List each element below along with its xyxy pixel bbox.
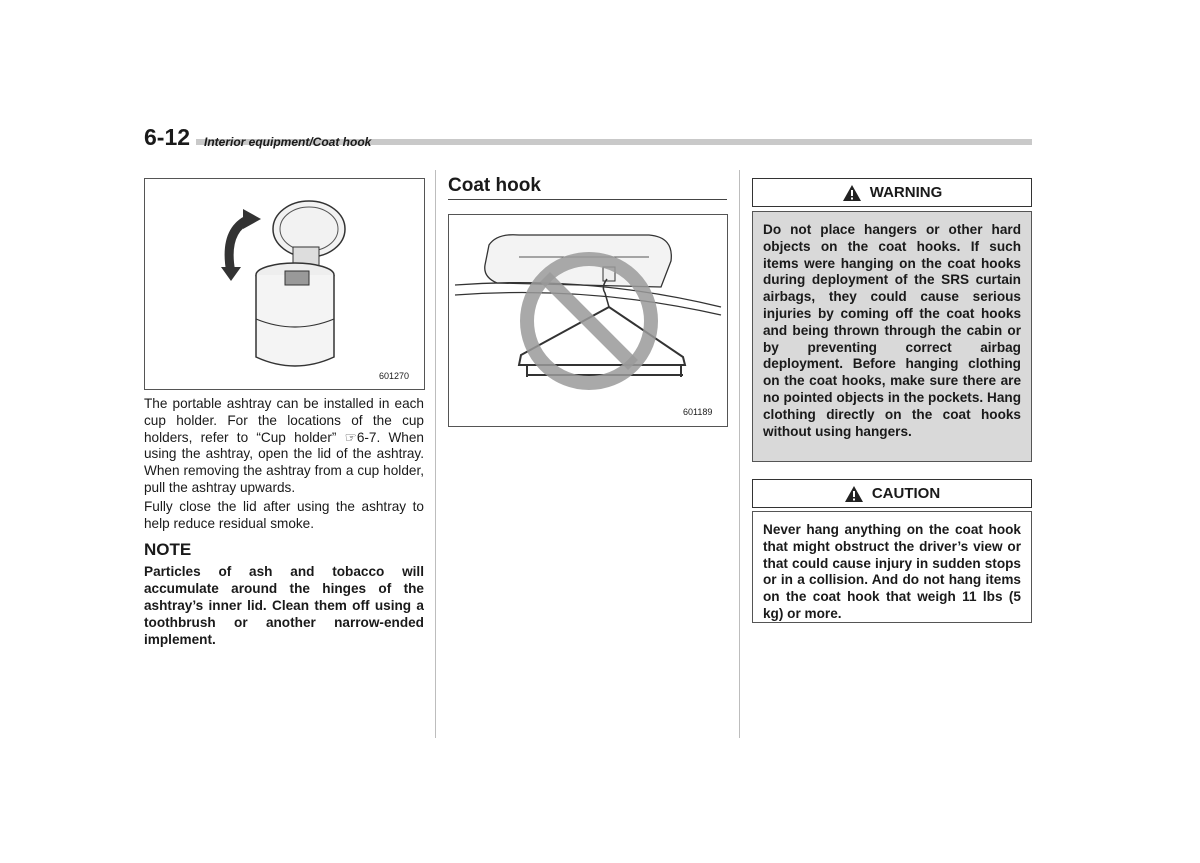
- coat-hook-figure: [448, 214, 728, 427]
- caution-triangle-icon: [844, 485, 864, 503]
- coat-hook-illustration: [449, 215, 727, 426]
- caution-label: CAUTION: [871, 485, 941, 502]
- warning-body: Do not place hangers or other hard objects on the coat hooks. If such items were hanging on the coat hooks during deployment of the SRS curtain airbags, they could cause serious injuries by coming off the coat hooks and being thrown through the cabin or by preventing correct airbag deployment. Before hanging clothing on the coat hooks, make sure there are no pointed objects in the pockets. Hang clothing directly on the coat hooks without using hangers.: [752, 211, 1032, 462]
- inner-lid: [285, 271, 309, 285]
- running-title: Interior equipment/Coat hook: [204, 135, 372, 149]
- note-heading: NOTE: [144, 540, 192, 559]
- warning-header: [752, 178, 1032, 207]
- cup-body: [256, 275, 334, 366]
- ashtray-paragraph-2: Fully close the lid after using the ashtray to help reduce residual smoke.: [144, 498, 424, 531]
- ashtray-illustration: [145, 179, 424, 389]
- section-title: Coat hook: [448, 175, 541, 196]
- warning-triangle-icon: [842, 184, 862, 202]
- prohibition-slash: [545, 277, 633, 365]
- ashtray-figure: [144, 178, 425, 390]
- note-text: Particles of ash and tobacco will accumulate around the hinges of the ashtray’s inner lid. Clean them off using a toothbrush or another narrow-ended implement.: [144, 564, 424, 647]
- warning-label: WARNING: [869, 184, 943, 201]
- page-number: 6-12: [144, 124, 191, 150]
- column-divider-left: [435, 170, 436, 738]
- caution-header: [752, 479, 1032, 508]
- section-title-rule: [448, 199, 727, 200]
- arrow-head-top: [243, 209, 261, 229]
- figure-code: 601189: [683, 407, 713, 417]
- ashtray-description: [144, 396, 424, 532]
- figure-code: 601270: [379, 371, 410, 381]
- ashtray-paragraph-1: The portable ashtray can be installed in each cup holder. For the locations of the cup holders, refer to “Cup holder” ☞6-7. When using the ashtray, open the lid of the ashtray. When removing the ashtray from a cup holder, pull the ashtray upwards.: [144, 396, 424, 495]
- arrow-head-bottom: [221, 267, 241, 281]
- column-divider-right: [739, 170, 740, 738]
- caution-body: Never hang anything on the coat hook that might obstruct the driver’s view or that could cause injury in sudden stops or in a collision. And do not hang items on the coat hook that weigh 11 lbs (5 kg) or more.: [752, 511, 1032, 623]
